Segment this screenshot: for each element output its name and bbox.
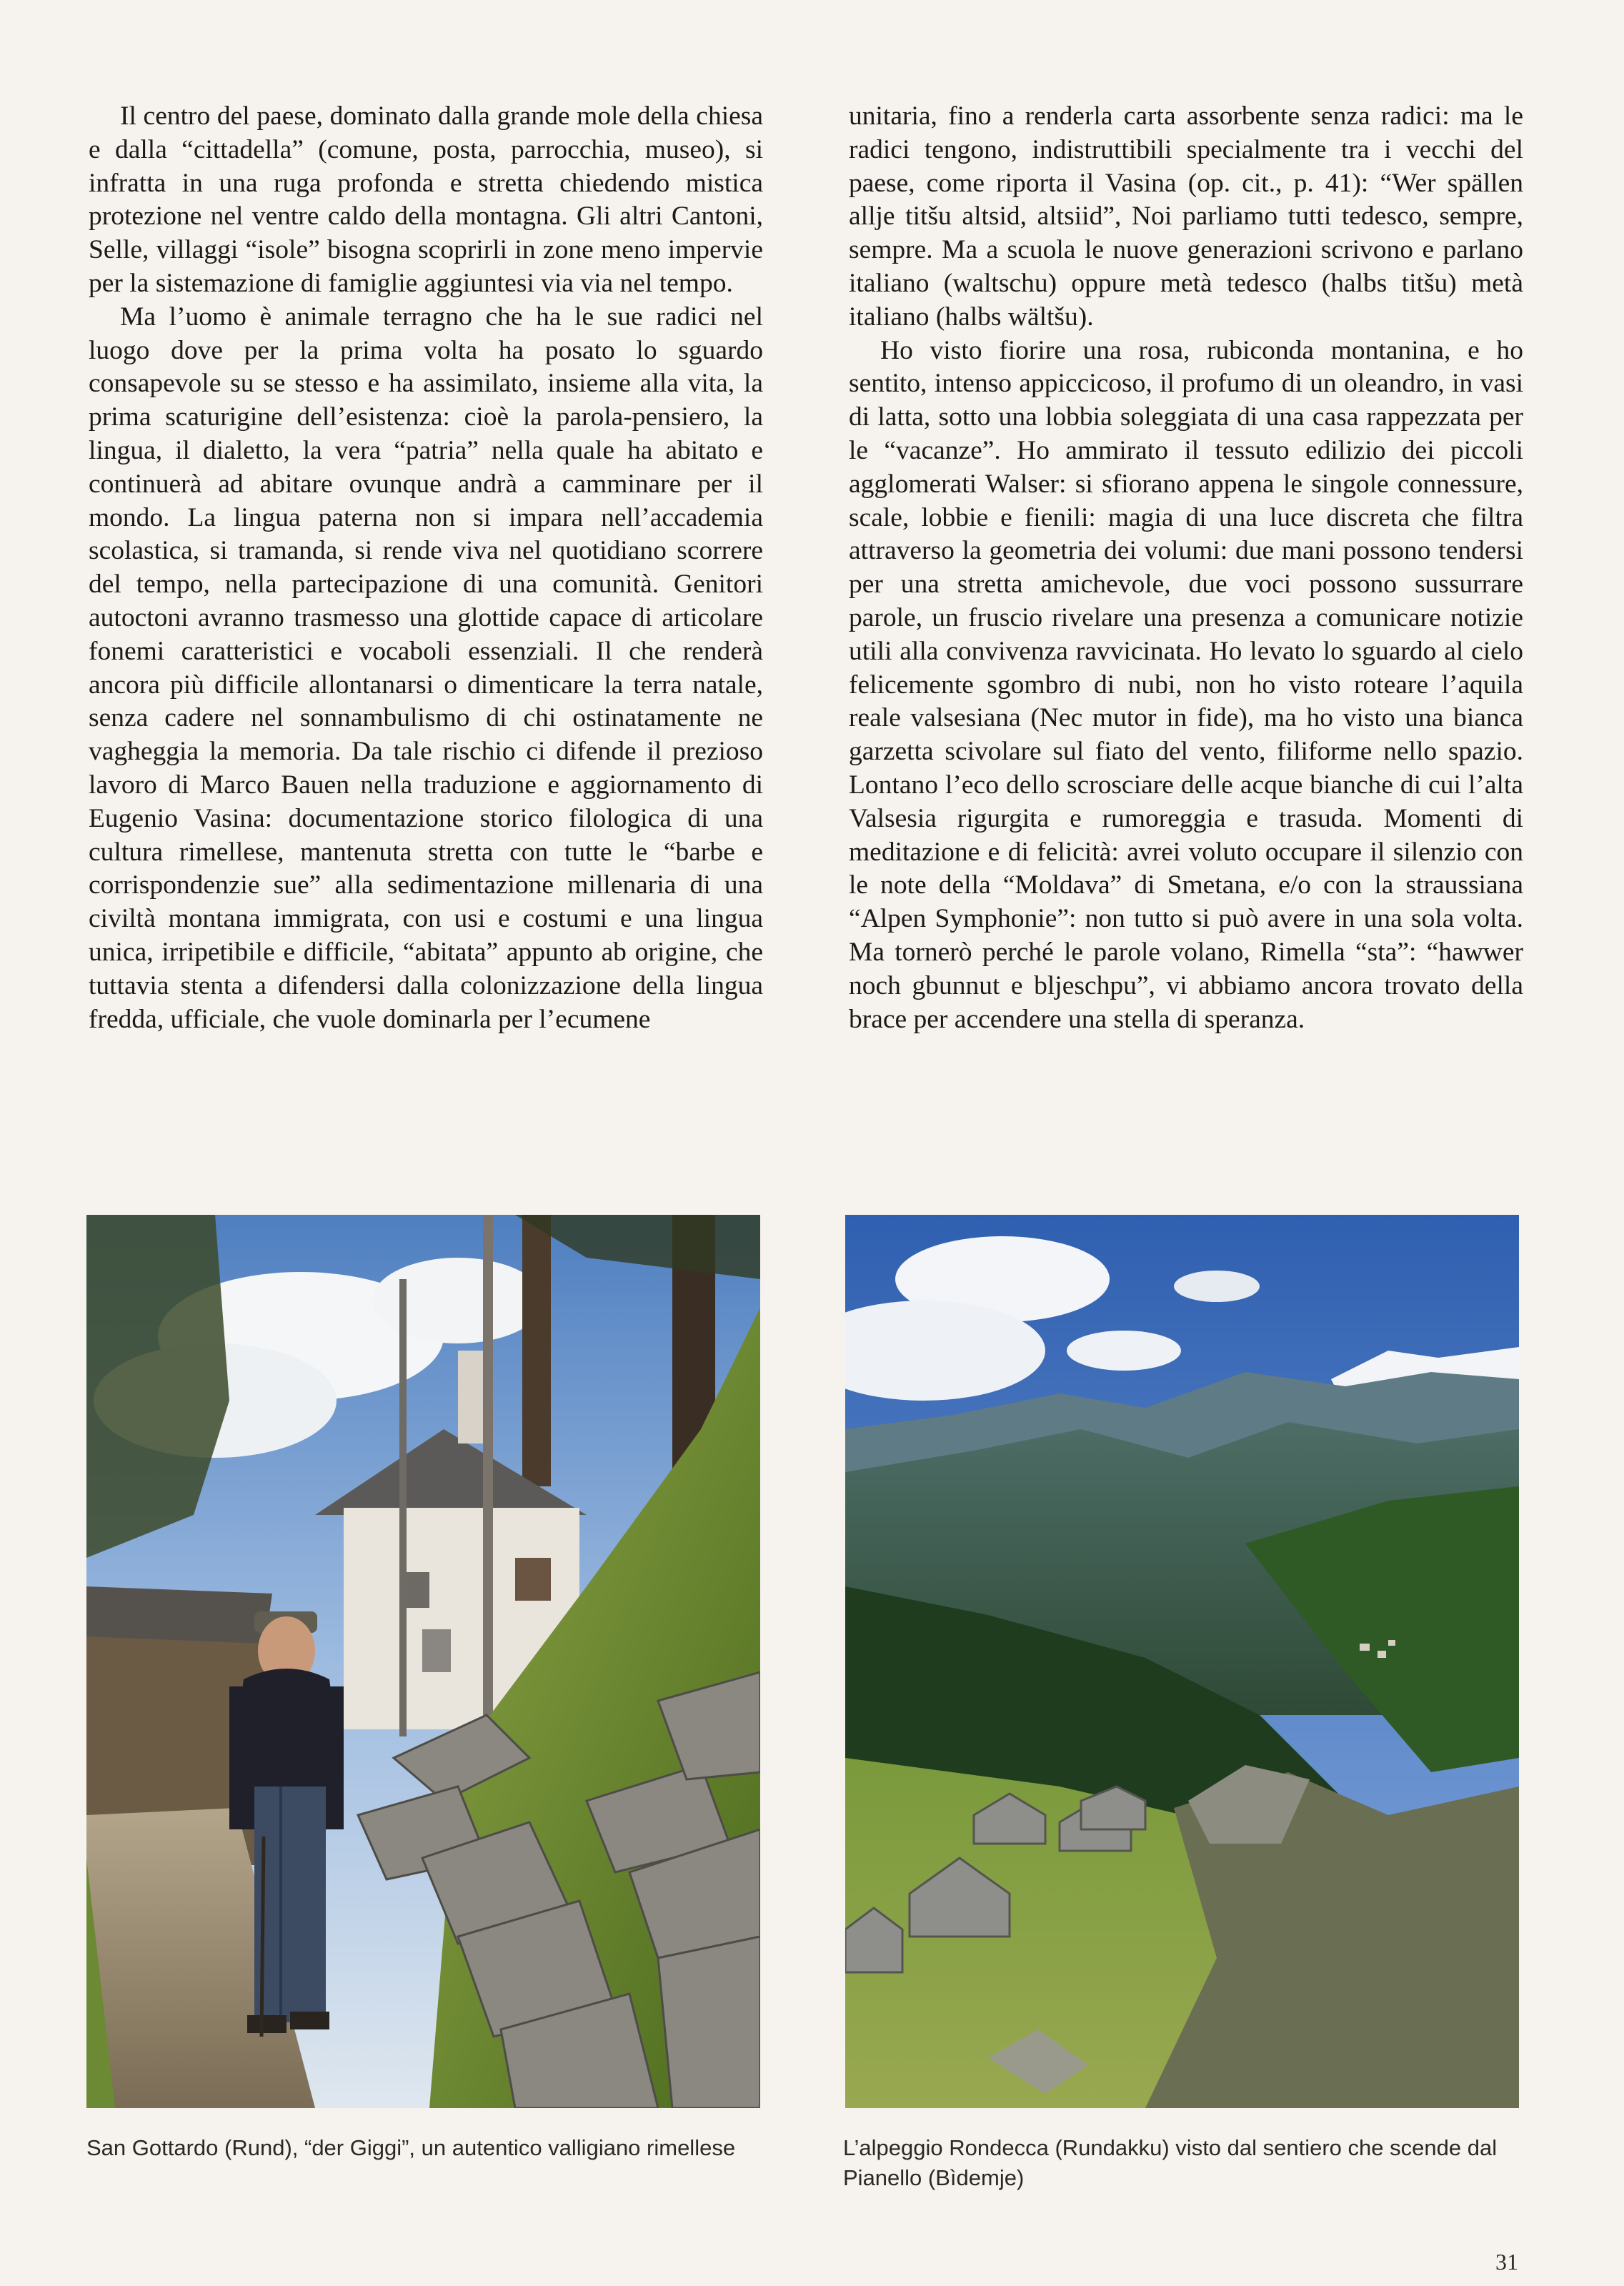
- caption-right-photo: L’alpeggio Rondecca (Rundakku) visto dal sentiero che scende dal Pianello (Bìdemje): [843, 2135, 1498, 2190]
- paragraph: unitaria, fino a renderla carta assorbente senza radici: ma le radici tengono, indistruttibili specialmente tra i vecchi del paese, come riporta il Vasina (op. cit., p. 41): “Wer spällen allje titšu altsid, altsiid”, Noi parliamo tutti tedesco, sempre, sempre. Ma a scuola le nuove generazioni scrivono e parlano italiano (waltschu) oppure metà tedesco (halbs titšu) metà italiano (halbs wältšu).: [849, 101, 1523, 332]
- caption-left-photo: San Gottardo (Rund), “der Giggi”, un autentico valligiano rimellese: [86, 2135, 736, 2160]
- paragraph: Ho visto fiorire una rosa, rubiconda montanina, e ho sentito, intenso appiccicoso, il profumo di un oleandro, in vasi di latta, sotto una lobbia soleggiata di una casa rappezzata per le “vacanze”. Ho ammirato il tessuto edilizio dei piccoli agglomerati Walser: si sfiorano appena le singole connessure, scale, lobbie e fienili: magia di una luce discreta che filtra attraverso la geometria dei volumi: due mani possono tendersi per una stretta amichevole, due voci possono sussurrare parole, un fruscio rivelare una presenza a comunicare notizie utili alla convivenza ravvicinata. Ho levato lo sguardo al cielo felicemente sgombro di nubi, non ho visto roteare l’aquila reale valsesiana (Nec mutor in fide), ma ho visto una bianca garzetta scivolare sul fiato del vento, filiforme nello spazio. Lontano l’eco dello scrosciare delle acque bianche di cui l’alta Valsesia rigurgita e rumoreggia e trasuda. Momenti di meditazione e di felicità: avrei voluto occupare il silenzio con le note della “Moldava” di Smetana, e/o con la straussiana “Alpen Symphonie”: non tutto si può avere in una sola volta. Ma tornerò perché le parole volano, Rimella “sta”: “hawwer noch gbunnut e bljeschpu”, vi abbiamo ancora trovato della brace per accendere una stella di speranza.: [849, 335, 1523, 1034]
- right-text-column: [849, 100, 1523, 1036]
- left-text-column: [89, 100, 763, 1036]
- photo-old-man-village-path: [86, 1215, 760, 2108]
- page-number: 31: [1495, 2249, 1518, 2275]
- photo-alpine-pasture: [845, 1215, 1519, 2108]
- paragraph: Il centro del paese, dominato dalla grande mole della chiesa e dalla “cittadella” (comune, posta, parrocchia, museo), si infratta in una ruga profonda e stretta chiedendo mistica protezione nel ventre caldo della montagna. Gli altri Cantoni, Selle, villaggi “isole” bisogna scoprirli in zone meno impervie per la sistemazione di famiglie aggiuntesi via via nel tempo.: [89, 101, 763, 298]
- paragraph: Ma l’uomo è animale terragno che ha le sue radici nel luogo dove per la prima volta ha posato lo sguardo consapevole su se stesso e ha assimilato, insieme alla vita, la prima scaturigine dell’esistenza: cioè la parola-pensiero, la lingua, il dialetto, la vera “patria” nella quale ha abitato e continuerà ad abitare ovunque andrà a camminare per il mondo. La lingua paterna non si impara nell’accademia scolastica, si tramanda, si rende viva nel quotidiano scorrere del tempo, nella partecipazione di una comunità. Genitori autoctoni avranno trasmesso una glottide capace di articolare fonemi caratteristici e vocaboli essenziali. Il che renderà ancora più difficile allontanarsi o dimenticare la terra natale, senza cadere nel sonnambulismo di chi ostinatamente ne vagheggia la memoria. Da tale rischio ci difende il prezioso lavoro di Marco Bauen nella traduzione e aggiornamento di Eugenio Vasina: documentazione storico filologica di una cultura rimellese, mantenuta stretta con tutte le “barbe e corrispondenzie sue” alla sedimentazione millenaria di una civiltà montana immigrata, con usi e costumi e una lingua unica, irripetibile e difficile, “abitata” appunto ab origine, che tuttavia stenta a difendersi dalla colonizzazione della lingua fredda, ufficiale, che vuole dominarla per l’ecumene: [89, 302, 763, 1034]
